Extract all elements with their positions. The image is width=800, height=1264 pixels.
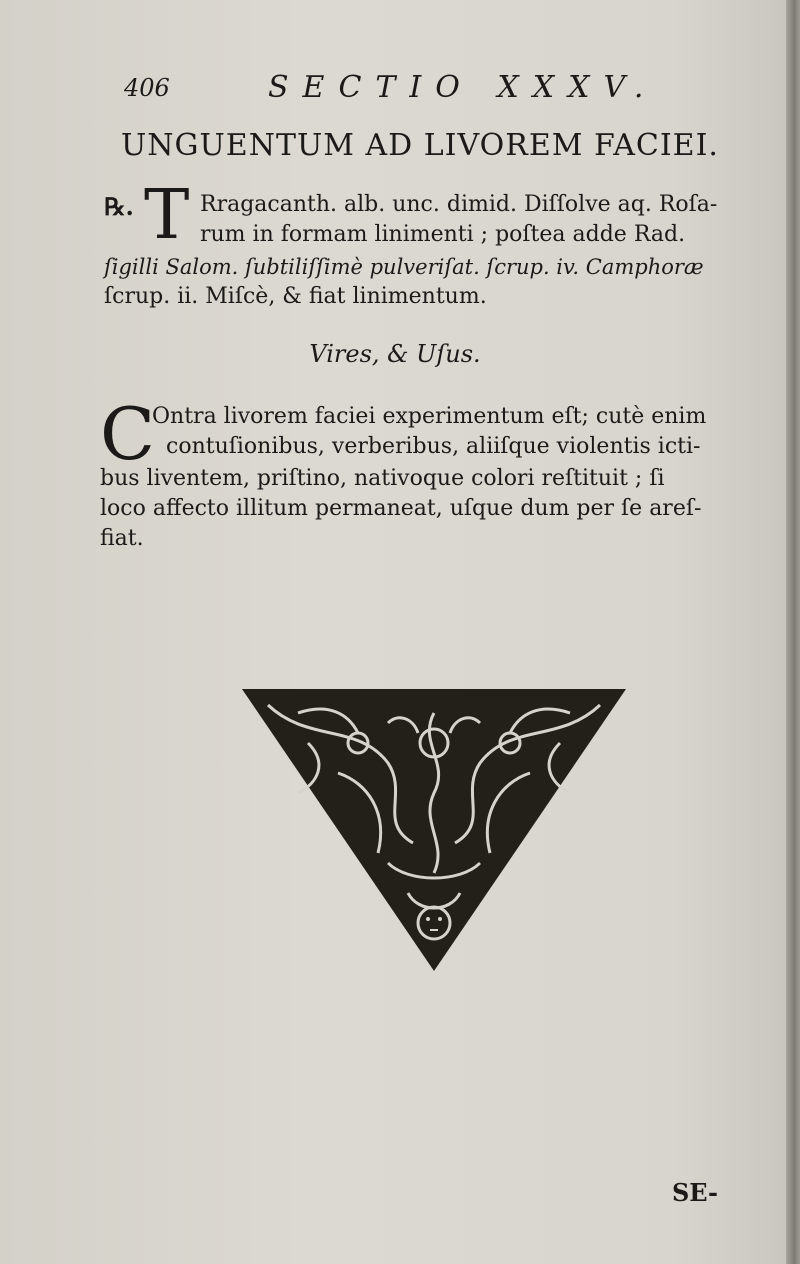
body-line: loco affecto illitum permaneat, uſque dum per ſe areſ- — [100, 496, 702, 521]
recipe-line: ſigilli Salom. ſubtiliſſimè pulveriſat. ſcrup. iv. Camphoræ — [104, 255, 704, 279]
recipe-symbol: ℞. — [104, 192, 134, 221]
recipe-line: Rragacanth. alb. unc. dimid. Diſſolve aq. Roſa- — [200, 192, 718, 217]
body-line: Ontra livorem faciei experimentum eſt; cutè enim — [152, 404, 707, 429]
section-subheading: Vires, & Uſus. — [309, 340, 481, 368]
recipe-line: ſcrup. ii. Miſcè, & fiat linimentum. — [104, 284, 487, 309]
body-line: bus liventem, priſtino, nativoque colori reſtituit ; ſi — [100, 466, 665, 491]
book-gutter — [786, 0, 800, 1264]
page-header — [118, 70, 658, 110]
running-title: SECTIO XXXV. — [268, 70, 658, 105]
body-line: contuſionibus, verberibus, aliiſque violentis icti- — [166, 434, 701, 459]
body-dropcap: C — [100, 392, 156, 476]
page-number: 406 — [124, 74, 170, 102]
body-line: fiat. — [100, 526, 144, 551]
recipe-heading: UNGUENTUM AD LIVOREM FACIEI. — [121, 128, 719, 163]
floral-tailpiece-icon — [238, 683, 630, 975]
recipe-line: rum in formam linimenti ; poſtea adde Rad. — [200, 222, 686, 247]
recipe-dropcap: T — [144, 176, 190, 255]
catchword: SE- — [671, 1178, 718, 1207]
